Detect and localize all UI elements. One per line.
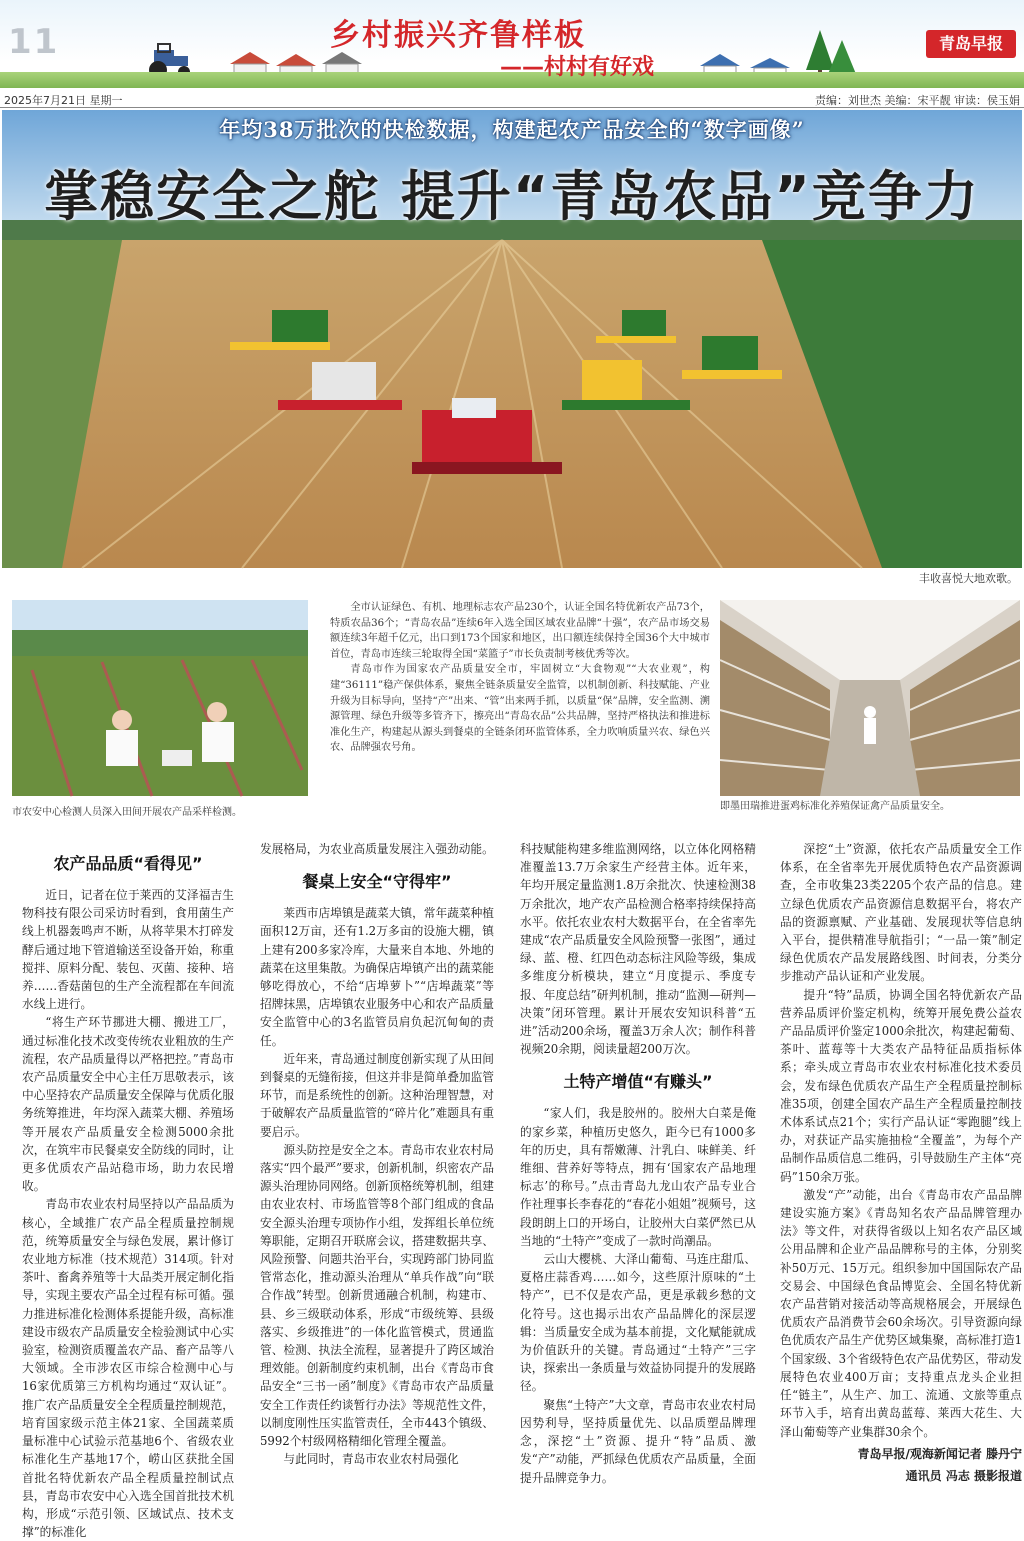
intro-paragraph: 全市认证绿色、有机、地理标志农产品230个，认证全国名特优新农产品73个，特质农品36个；“青岛农品”连续6年入选全国区域农业品牌“十强”，农产品市场交易额连续3年超千亿元，出口到173个国家和地区，出口额连续保持全国36个大中城市首位，青岛市连续三轮取得全国“菜篮子”市长负责制考核优秀等次。 bbox=[330, 602, 710, 660]
hero-photo bbox=[2, 110, 1022, 568]
body-paragraph: 科技赋能构建多维监测网络，以立体化网格精准覆盖13.7万余家生产经营主体。近年来，年均开展定量监测1.8万余批次、快速检测38万余批次，地产农产品检测合格率持续保持高水平。依托农业农村大数据平台，在全省率先建成“农产品质量安全风险预警一张图”，通过绿、蓝、橙、红四色动态标注风险等级，集成多维度分析模块，建立“月度提示、季度专报、年度总结”研判机制，推动“监测—研判—决策”闭环管理。累计开展农安知识科普“五进”活动200余场，覆盖3万余人次；制作科普视频20余期，阅读量超200万次。 bbox=[520, 842, 756, 1057]
article-headline: 掌稳安全之舵 提升“青岛农品”竞争力 bbox=[44, 165, 980, 228]
article-column-2 bbox=[260, 840, 494, 1469]
author-byline: 通讯员 冯志 摄影报道 bbox=[905, 1468, 1022, 1483]
photo-left-caption: 市农安中心检测人员深入田间开展农产品采样检测。 bbox=[12, 807, 242, 818]
body-paragraph: 激发“产”动能，出台《青岛市农产品品牌建设实施方案》《青岛知名农产品品牌管理办法》等文件，对获得省级以上知名农产品区域公用品牌和企业产品品牌称号的主体，分别奖补50万元、15万元。组织参加中国国际农产品交易会、中国绿色食品博览会、全国名特优新农产品营销对接活动等高规格展会，开展绿色优质农产品消费节会60余场次。引导资源向绿色优质农产品生产优势区域集聚，高标准打造1个国家级、3个省级特色农产品优势区，带动发展特色农业400万亩；支持重点龙头企业担任“链主”，从生产、加工、流通、文旅等重点环节入手，培育出黄岛蓝莓、莱西大花生、大泽山葡萄等产业集群30余个。 bbox=[780, 1187, 1022, 1439]
article-column-3 bbox=[520, 840, 756, 1487]
body-paragraph: 与此同时，青岛市农业农村局强化 bbox=[283, 1452, 459, 1467]
body-paragraph: “家人们，我是胶州的。胶州大白菜是俺的家乡菜，种植历史悠久，距今已有1000多年的历史，具有帮嫩薄、汁乳白、味鲜美、纤维细、营养好等特点，拥有‘国家农产品地理标志’的称号。”点击青岛九龙山农产品专业合作社理事长李春花的“春花小姐姐”视频号，这段朗朗上口的开场白，让胶州大白菜俨然已从当地的“土特产”变成了一款时尚潮品。 bbox=[520, 1106, 756, 1248]
column-title: 乡村振兴齐鲁样板 bbox=[330, 18, 586, 53]
issue-date: 2025年7月21日 星期一 bbox=[4, 94, 123, 107]
page-number: 11 bbox=[8, 22, 60, 62]
author-byline: 青岛早报/观海新闻记者 滕丹宁 bbox=[857, 1446, 1022, 1461]
article-intro bbox=[330, 600, 710, 756]
body-paragraph: 莱西市店埠镇是蔬菜大镇，常年蔬菜种植面积12万亩，还有1.2万多亩的设施大棚，镇上建有200多家冷库，大量来自本地、外地的蔬菜在这里集散。为确保店埠镇产出的蔬菜能够吃得放心，不给“店埠萝卜”“店埠蔬菜”等招牌抹黑，店埠镇农业服务中心和农产品质量安全监管中心的3名监管员肩负起沉甸甸的责任。 bbox=[260, 906, 494, 1048]
intro-paragraph: 青岛市作为国家农产品质量安全市，牢固树立“大食物观”“大农业观”，构建“36111”稳产保供体系，聚焦全链条质量安全监管，以机制创新、科技赋能、产业升级为目标导向，坚持“产”出来、“管”出来两手抓，以质量“保”品牌，安全监测、溯源管理、绿色升级等多管齐下，擦亮出“青岛农品”公共品牌，坚持严格执法和推进标准化生产，构建起从源头到餐桌的全链条闭环监管体系，全力吹响质量兴农、绿色兴农、品牌强农号角。 bbox=[330, 664, 710, 754]
section-heading: 土特产增值“有赚头” bbox=[563, 1072, 713, 1092]
body-paragraph: 聚焦“土特产”大文章，青岛市农业农村局因势利导，坚持质量优先、以品质塑品牌理念，深挖“土”资源、提升“特”品质、激发“产”动能，严抓绿色优质农产品质量，全面提升品牌竞争力。 bbox=[520, 1397, 756, 1485]
dateline bbox=[0, 92, 1024, 108]
body-paragraph: 近日，记者在位于莱西的艾泽福吉生物科技有限公司采访时看到，食用菌生产线上机器轰鸣声不断，从将苹果木打碎发酵后通过地下管道输送至设备开始，称重搅拌、原料分配、装包、灭菌、接种、培养……香菇菌包的生产全流程都在车间流水线上进行。 bbox=[22, 888, 234, 1012]
body-paragraph: “将生产环节挪进大棚、搬进工厂，通过标准化技术改变传统农业粗放的生产流程，农产品质量得以严格把控。”青岛市农产品质量安全中心主任万思敬表示，该中心坚持农产品质量安全保障与优质化服务统筹推进，年均深入蔬菜大棚、养殖场等开展农产品质量安全检测5000余批次，在筑牢市民餐桌安全防线的同时，让更多优质农产品站稳市场，助力农民增收。 bbox=[22, 1015, 234, 1194]
body-paragraph: 发展格局，为农业高质量发展注入强劲动能。 bbox=[260, 842, 494, 856]
article-kicker: 年均38万批次的快检数据，构建起农产品安全的“数字画像” bbox=[219, 117, 805, 142]
body-paragraph: 提升“特”品质，协调全国名特优新农产品营养品质评价鉴定机构，统筹开展免费公益农产品品质评价鉴定1000余批次，构建起葡萄、茶叶、蓝莓等十大类农产品特征品质指标体系；牵头成立青岛市农业农村标准化技术委员会，发布绿色优质农产品生产全程质量控制标准35项，创建全国农产品生产全程质量控制技术体系试点21个；实行产品认证“零跑腿”线上办，对获证产品实施抽检“全覆盖”，为每个产品制作品质信息二维码，引导鼓励生产主体“亮码”150余万张。 bbox=[780, 987, 1022, 1184]
body-paragraph: 云山大樱桃、大泽山葡萄、马连庄甜瓜、夏格庄蒜香鸡……如今，这些原汁原味的“土特产”，已不仅是农产品，更是承载乡愁的文化符号。这也揭示出农产品品牌化的深层逻辑：当质量安全成为基本前提，文化赋能就成为价值跃升的关键。青岛通过“土特产”三字诀，探索出一条质量与效益协同提升的发展路径。 bbox=[520, 1252, 756, 1394]
photo-right-caption: 即墨田瑞推进蛋鸡标准化养殖保证禽产品质量安全。 bbox=[720, 801, 950, 812]
body-paragraph: 源头防控是安全之本。青岛市农业农村局落实“四个最严”要求，创新机制，织密农产品源头治理协同网络。创新顶格统筹机制，组建由农业农村、市场监管等8个部门组成的食品安全源头治理专项协作小组，发挥组长单位统筹职能，定期召开联席会议，搭建数据共享、风险预警、问题共治平台，实现跨部门协同监管常态化，推动源头治理从“单兵作战”向“联合作战”转型。创新贯通融合机制，构建市、县、乡三级联动体系，形成“市级统筹、县级落实、乡级推进”的一体化监管模式，贯通监管、检测、执法全流程，显著提升了跨区域治理效能。创新制度约束机制，出台《青岛市食品安全“三书一函”制度》《青岛市农产品质量安全工作责任约谈暂行办法》等规范性文件，以制度刚性压实监管责任，全市443个镇级、5992个村级网格精细化管理全覆盖。 bbox=[260, 1142, 495, 1449]
article-column-1 bbox=[22, 840, 234, 1541]
poultry-farm-illustration bbox=[720, 600, 1020, 796]
hero-caption: 丰收喜悦大地欢歌。 bbox=[919, 572, 1018, 585]
body-paragraph: 深挖“土”资源，依托农产品质量安全工作体系，在全省率先开展优质特色农产品资源调查，全市收集23类2205个农产品的信息。建立绿色优质农产品资源信息数据平台，将农产品的资源禀赋、产业基础、发展现状等信息纳入平台，提供精准导航指引；“一品一策”制定绿色优质农产品发展路线图、时间表，分类分步推动产品认证和产业发展。 bbox=[780, 842, 1022, 984]
photo-field-sampling bbox=[12, 600, 308, 796]
editor-credits: 责编：刘世杰 美编：宋平靓 审读：侯玉娟 bbox=[815, 94, 1020, 107]
masthead bbox=[0, 0, 1024, 88]
column-subtitle: ——村村有好戏 bbox=[500, 55, 655, 80]
brand-logo: 青岛早报 bbox=[926, 30, 1016, 58]
body-paragraph: 青岛市农业农村局坚持以产品品质为核心，全域推广农产品全程质量控制规范，统筹质量安全与绿色发展，累计修订农业地方标准（技术规范）314项。针对茶叶、畜禽养殖等十大品类开展定制化指导，实现主要农产品全过程有标可循。强力推进标准化检测体系提能升级，高标准建设市级农产品质量安全检验测试中心实验室，检测资质覆盖农产品、畜产品等八大领域。全市涉农区市综合检测中心与16家优质第三方机构均通过“双认证”。推广农产品质量安全全程质量控制规范，培育国家级示范主体21家、全国蔬菜质量标准中心试验示范基地6个、省级农业标准化生产基地17个，崂山区获批全国首批名特优新农产品全程质量控制试点县，青岛市农安中心入选全国首批技术机构，形成“示范引领、区域试点、技术支撑”的标准化 bbox=[22, 1197, 234, 1540]
section-heading: 农产品品质“看得见” bbox=[53, 854, 203, 873]
body-paragraph: 近年来，青岛通过制度创新实现了从田间到餐桌的无缝衔接，但这并非是简单叠加监管环节，而是系统性的创新。这种治理智慧，对于破解农产品质量监管的“碎片化”难题具有重要启示。 bbox=[260, 1051, 495, 1139]
photo-poultry-farm bbox=[720, 600, 1020, 796]
section-heading: 餐桌上安全“守得牢” bbox=[302, 872, 452, 892]
article-column-4 bbox=[780, 840, 1022, 1485]
field-sampling-illustration bbox=[12, 600, 308, 796]
